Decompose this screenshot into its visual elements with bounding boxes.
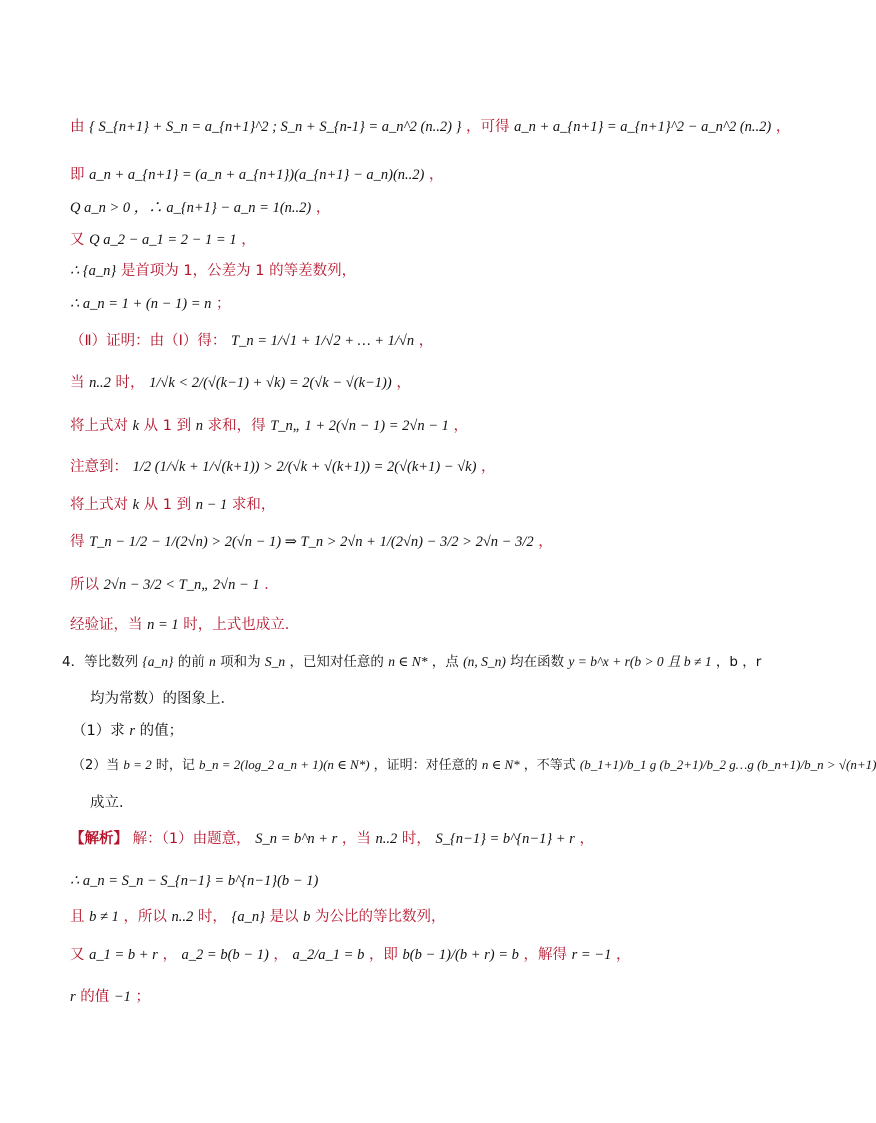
line-18: （2）当 b = 2 时，记 b_n = 2(log_2 a_n + 1)(n ∈ N*) ，证明：对任意的 n ∈ N* ，不等式 (b_1+1)/b_1 g (b_2+1)/b_2 g…g (b_n+1)/b_n > √(n+1) <box>72 757 876 773</box>
line-8: 当 n..2 时， 1/√k < 2/(√(k−1) + √k) = 2(√k − √(k−1)) ， <box>70 375 411 391</box>
line-4: 又 Q a_2 − a_1 = 2 − 1 = 1 ， <box>70 232 256 248</box>
line-9: 将上式对 k 从 1 到 n 求和，得 T_n„ 1 + 2(√n − 1) = 2√n − 1 ， <box>70 418 469 434</box>
line-12: 得 T_n − 1/2 − 1/(2√n) > 2(√n − 1) ⇒ T_n > 2√n + 1/(2√n) − 3/2 > 2√n − 3/2 ， <box>70 534 553 550</box>
line-7: （Ⅱ）证明：由（Ⅰ）得： T_n = 1/√1 + 1/√2 + … + 1/√n ， <box>70 333 434 349</box>
line-3: Q a_n > 0 ，∴ a_{n+1} − a_n = 1(n..2) ， <box>70 200 331 216</box>
line-5: ∴ {a_n} 是首项为 1，公差为 1 的等差数列， <box>70 263 357 279</box>
line-11: 将上式对 k 从 1 到 n − 1 求和， <box>70 497 276 513</box>
line-6: ∴ a_n = 1 + (n − 1) = n ； <box>70 296 231 312</box>
line-23: 又 a_1 = b + r ， a_2 = b(b − 1) ， a_2/a_1 = b ，即 b(b − 1)/(b + r) = b ，解得 r = −1 ， <box>70 947 631 963</box>
line-15: 4．等比数列 {a_n} 的前 n 项和为 S_n ，已知对任意的 n ∈ N* ，点 (n, S_n) 均在函数 y = b^x + r(b > 0 且 b ≠ 1 ，b ，r <box>62 654 762 670</box>
line-19: 成立． <box>90 795 134 811</box>
line-21: ∴ a_n = S_n − S_{n−1} = b^{n−1}(b − 1) <box>70 873 319 889</box>
line-17: （1）求 r 的值； <box>72 723 184 739</box>
line-16: 均为常数）的图象上． <box>90 691 235 707</box>
line-24: r 的值 −1 ； <box>70 989 151 1005</box>
line-22: 且 b ≠ 1 ，所以 n..2 时， {a_n} 是以 b 为公比的等比数列， <box>70 909 446 925</box>
analysis-tag: 【解析】 <box>70 831 128 847</box>
line-13: 所以 2√n − 3/2 < T_n„ 2√n − 1 ． <box>70 577 279 593</box>
line-1: 由 { S_{n+1} + S_n = a_{n+1}^2 ; S_n + S_{n-1} = a_n^2 (n..2) } ，可得 a_n + a_{n+1} = a_{n+1}^2 − a_n^2 (n..2) ， <box>70 119 791 135</box>
line-2: 即 a_n + a_{n+1} = (a_n + a_{n+1})(a_{n+1} − a_n)(n..2) ， <box>70 167 444 183</box>
line-14: 经验证，当 n = 1 时，上式也成立． <box>70 617 300 633</box>
line-10: 注意到： 1/2 (1/√k + 1/√(k+1)) > 2/(√k + √(k+1)) = 2(√(k+1) − √k) ， <box>70 459 496 475</box>
line-20: 【解析】 解：（1）由题意， S_n = b^n + r ，当 n..2 时， S_{n−1} = b^{n−1} + r ， <box>70 831 594 847</box>
